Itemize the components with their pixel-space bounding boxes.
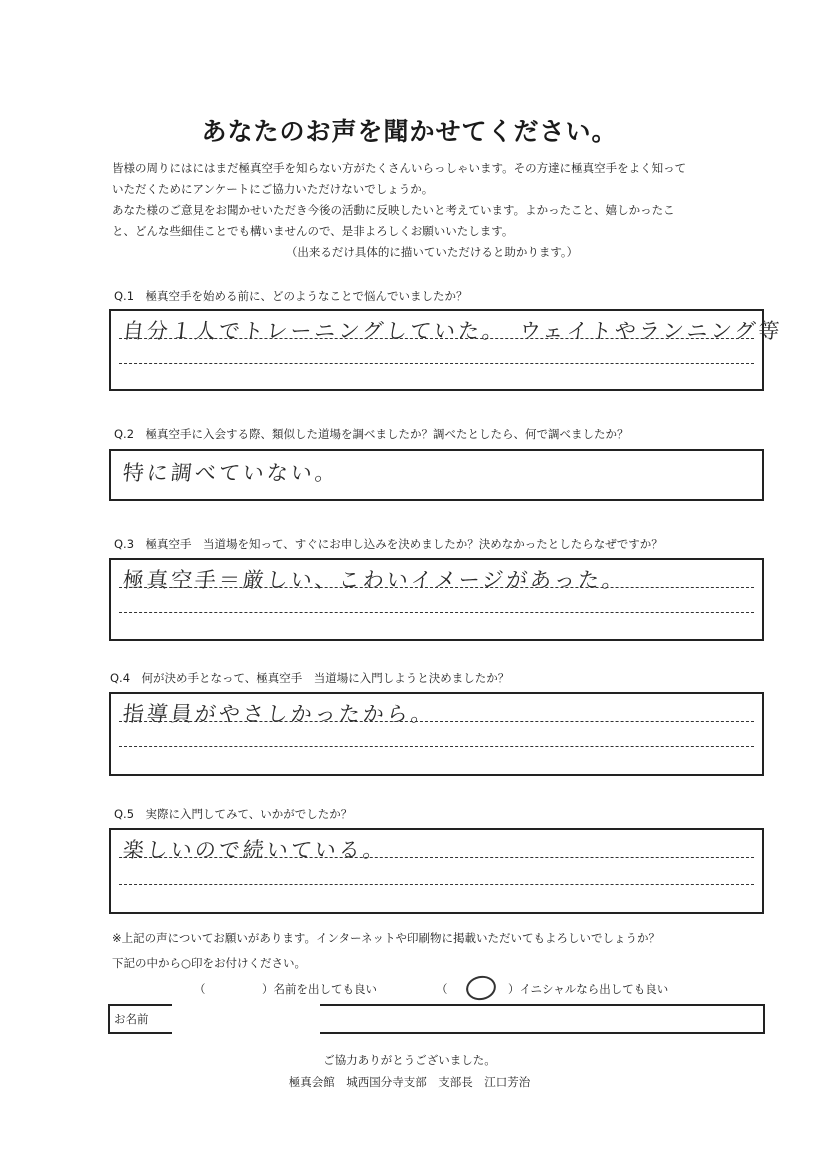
- intro-note: （出来るだけ具体的に描いていただけると助かります。）: [285, 245, 579, 259]
- intro-line-2: いただくためにアンケートにご協力いただけないでしょうか。: [112, 182, 434, 196]
- answer-2-text: 特に調べていない。: [121, 461, 341, 485]
- answer-3-text: 極真空手＝厳しい、こわいイメージがあった。: [121, 568, 628, 592]
- option-initial-label[interactable]: ）イニシャルなら出しても良い: [508, 982, 669, 996]
- answer-box-1[interactable]: [109, 309, 784, 391]
- name-label: お名前: [114, 1012, 149, 1026]
- option-name-paren-open: （: [194, 982, 206, 996]
- question-5-label: Q.5 実際に入門してみて、いかがでしたか？: [114, 807, 353, 821]
- question-4-label: Q.4 何が決め手となって、極真空手 当道場に入門しようと決めましたか？: [110, 671, 510, 685]
- answer-5-text: 楽しいので続いている。: [121, 838, 389, 862]
- consent-note: ※上記の声についてお願いがあります。インターネットや印刷物に掲載いただいてもよろしいでしょうか？: [112, 931, 660, 945]
- answer-box-4[interactable]: [109, 692, 764, 776]
- consent-instruction: 下記の中から○印をお付けください。: [112, 956, 307, 970]
- answer-1-text: 自分１人でトレーニングしていた。 ウェイトやランニング等: [121, 319, 784, 343]
- answer-box-3[interactable]: [109, 558, 764, 641]
- intro-text: [112, 158, 752, 263]
- question-2-label: Q.2 極真空手に入会する際、類似した道場を調べましたか？調べたとしたら、何で調べましたか？: [114, 427, 629, 441]
- intro-line-3: あなた様のご意見をお聞かせいただき今後の活動に反映したいと考えています。よかったこと、嬉しかったこ: [112, 203, 675, 217]
- selected-circle-mark: [464, 973, 498, 1003]
- question-1-label: Q.1 極真空手を始める前に、どのようなことで悩んでいましたか？: [114, 289, 468, 303]
- intro-line-1: 皆様の周りにはにはまだ極真空手を知らない方がたくさんいらっしゃいます。その方達に極真空手をよく知って: [112, 161, 687, 175]
- option-name-label[interactable]: ）名前を出しても良い: [262, 982, 377, 996]
- answer-box-2[interactable]: [109, 449, 764, 501]
- page-title: あなたのお声を聞かせてください。: [201, 117, 618, 146]
- footer-thanks: ご協力ありがとうございました。: [323, 1053, 496, 1067]
- option-initial-paren-open: （: [436, 982, 448, 996]
- answer-box-5[interactable]: [109, 828, 764, 914]
- footer-organization: 極真会館 城西国分寺支部 支部長 江口芳治: [288, 1075, 531, 1089]
- redacted-name: [172, 1004, 320, 1038]
- name-field[interactable]: [108, 1004, 765, 1034]
- answer-4-text: 指導員がやさしかったから。: [121, 702, 437, 726]
- question-3-label: Q.3 極真空手 当道場を知って、すぐにお申し込みを決めましたか？決めなかったとしたらなぜですか？: [114, 537, 663, 551]
- intro-line-4: と、どんな些細佳ことでも構いませんので、是非よろしくお願いいたします。: [112, 224, 514, 238]
